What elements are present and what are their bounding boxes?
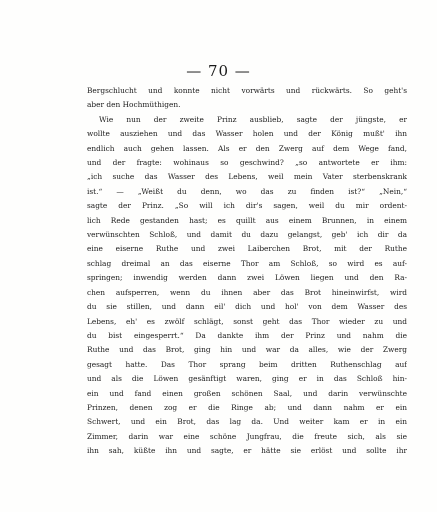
text-line: Lebens, eh' es zwölf schlägt, sonst geht das Thor wieder zu und [87,316,407,326]
text-line: du sie stillen, und dann eil' dich und hol' von dem Wasser des [87,302,407,312]
text-line: schlag dreimal an das eiserne Thor am Schloß, so wird es auf- [87,258,407,268]
text-line: Bergschlucht und konnte nicht vorwärts und rückwärts. So geht's [87,86,407,95]
text-line: verwünschten Schloß, und damit du dazu gelangst, geb' ich dir da [87,230,407,240]
text-line: lich Rede gestanden hast; es quillt aus einem Brunnen, in einem [87,215,407,225]
body-text [87,84,407,459]
text-line: sagte der Prinz. „So will ich dir's sagen, weil du mir ordent- [87,201,407,211]
text-line: endlich auch gehen lassen. Als er den Zwerg auf dem Wege fand, [87,143,407,153]
text-line: du bist eingesperrt.“ Da dankte ihm der Prinz und nahm die [87,330,407,340]
text-line: ein und fand einen großen schönen Saal, und darin verwünschte [87,388,407,398]
text-line: eine eiserne Ruthe und zwei Laiberchen Brot, mit der Ruthe [87,244,407,254]
text-line: gesagt hatte. Das Thor sprang beim dritten Ruthenschlag auf [87,359,407,369]
text-line: ist.“ — „Weißt du denn, wo das zu finden ist?“ „Nein,“ [87,186,407,196]
text-line: „ich suche das Wasser des Lebens, weil mein Vater sterbenskrank [87,172,407,182]
text-line: und der fragte: wohinaus so geschwind? „so antwortete er ihm: [87,158,407,168]
text-line: wollte ausziehen und das Wasser holen und der König mußt' ihn [87,129,407,139]
text-line: Schwert, und ein Brot, das lag da. Und weiter kam er in ein [87,417,407,427]
page-number: — 70 — [186,62,251,80]
text-line: Ruthe und das Brot, ging hin und war da alles, wie der Zwerg [87,345,407,355]
text-line: Zimmer, darin war eine schöne Jungfrau, die freute sich, als sie [87,431,407,441]
text-line: aber den Hochmüthigen. [87,100,181,110]
text-line: Prinzen, denen zog er die Ringe ab; und dann nahm er ein [87,402,407,412]
text-line: und als die Löwen gesänftigt waren, ging er in das Schloß hin- [87,374,407,384]
text-line: Wie nun der zweite Prinz ausblieb, sagte der jüngste, er [99,114,407,124]
text-line: springen; inwendig werden dann zwei Löwen liegen und den Ra- [87,273,407,283]
text-line: ihn sah, küßte ihn und sagte, er hätte sie erlöst und sollte ihr [87,446,407,456]
text-line: chen aufsperren, wenn du ihnen aber das Brot hineinwirfst, wird [87,287,407,297]
